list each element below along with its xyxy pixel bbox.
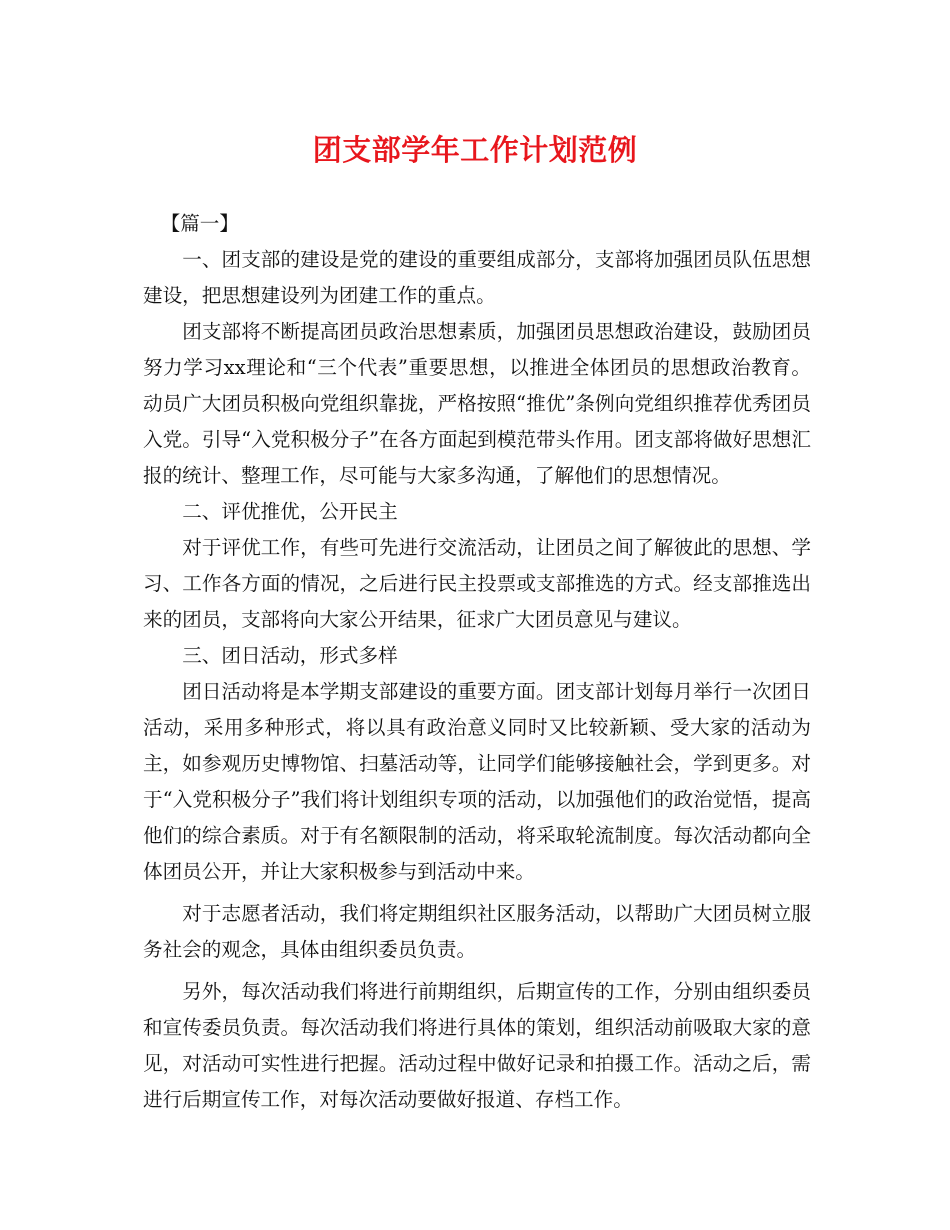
paragraph: 团支部将不断提高团员政治思想素质，加强团员思想政治建设，鼓励团员努力学习xx理论和“三个代表”重要思想，以推进全体团员的思想政治教育。动员广大团员积极向党组织靠拢，严格按照“推优”条例向党组织推荐优秀团员入党。引导“入党积极分子”在各方面起到模范带头作用。团支部将做好思想汇报的统计、整理工作，尽可能与大家多沟通，了解他们的思想情况。 [143, 320, 811, 487]
section-heading: 三、团日活动，形式多样 [182, 644, 398, 667]
document-body [143, 206, 811, 1118]
section-heading-part-one: 【篇一】 [160, 212, 239, 235]
paragraph: 一、团支部的建设是党的建设的重要组成部分，支部将加强团员队伍思想建设，把思想建设列为团建工作的重点。 [143, 248, 811, 307]
section-heading: 二、评优推优，公开民主 [182, 500, 398, 523]
paragraph: 团日活动将是本学期支部建设的重要方面。团支部计划每月举行一次团日活动，采用多种形式，将以具有政治意义同时又比较新颖、受大家的活动为主，如参观历史博物馆、扫墓活动等，让同学们能够接触社会，学到更多。对于“入党积极分子”我们将计划组织专项的活动，以加强他们的政治觉悟，提高他们的综合素质。对于有名额限制的活动，将采取轮流制度。每次活动都向全体团员公开，并让大家积极参与到活动中来。 [143, 680, 811, 883]
paragraph: 对于志愿者活动，我们将定期组织社区服务活动，以帮助广大团员树立服务社会的观念，具体由组织委员负责。 [143, 902, 811, 961]
document-title: 团支部学年工作计划范例 [312, 133, 638, 167]
paragraph: 另外，每次活动我们将进行前期组织，后期宣传的工作，分别由组织委员和宣传委员负责。每次活动我们将进行具体的策划，组织活动前吸取大家的意见，对活动可实性进行把握。活动过程中做好记录和拍摄工作。活动之后，需进行后期宣传工作，对每次活动要做好报道、存档工作。 [143, 980, 811, 1111]
paragraph: 对于评优工作，有些可先进行交流活动，让团员之间了解彼此的思想、学习、工作各方面的情况，之后进行民主投票或支部推选的方式。经支部推选出来的团员，支部将向大家公开结果，征求广大团员意见与建议。 [143, 536, 811, 631]
